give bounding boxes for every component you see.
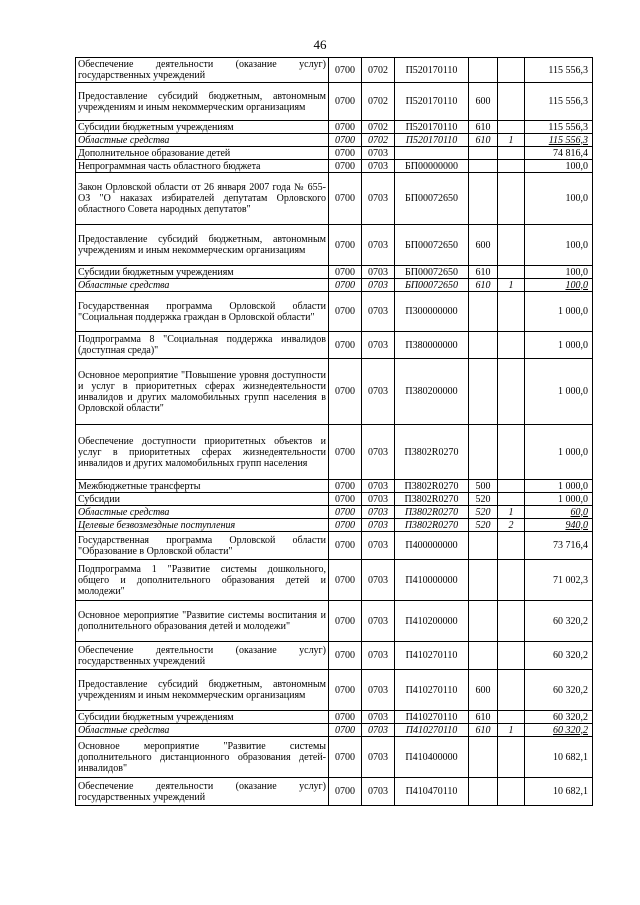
cell-amount: 115 556,3 — [525, 58, 593, 83]
cell-amount: 100,0 — [525, 266, 593, 279]
cell-expense-type — [469, 332, 498, 359]
cell-expense-type — [469, 173, 498, 225]
cell-name: Основное мероприятие "Повышение уровня доступности и услуг в приоритетных сферах жизнедеятельности инвалидов и других маломобильных групп населения в Орловской области" — [76, 359, 329, 425]
cell-subsection: 0703 — [362, 266, 395, 279]
cell-amount: 1 000,0 — [525, 425, 593, 480]
cell-expense-type — [469, 425, 498, 480]
cell-amount: 10 682,1 — [525, 737, 593, 778]
cell-amount: 100,0 — [525, 173, 593, 225]
cell-amount: 115 556,3 — [525, 134, 593, 147]
cell-subsection: 0703 — [362, 778, 395, 806]
cell-target-article: П410270110 — [395, 711, 469, 724]
cell-amount: 100,0 — [525, 160, 593, 173]
cell-name: Обеспечение деятельности (оказание услуг) государственных учреждений — [76, 58, 329, 83]
cell-subsection: 0703 — [362, 292, 395, 332]
cell-name: Обеспечение доступности приоритетных объектов и услуг в приоритетных сферах жизнедеятельности инвалидов и других маломобильных групп населения — [76, 425, 329, 480]
cell-target-article: П380000000 — [395, 332, 469, 359]
table-row — [76, 134, 593, 147]
cell-funding-source — [498, 58, 525, 83]
cell-section: 0700 — [329, 425, 362, 480]
cell-target-article: БП00072650 — [395, 173, 469, 225]
table-row — [76, 519, 593, 532]
cell-amount: 60,0 — [525, 506, 593, 519]
cell-funding-source — [498, 359, 525, 425]
cell-subsection: 0703 — [362, 532, 395, 560]
table-row — [76, 225, 593, 266]
cell-subsection: 0703 — [362, 601, 395, 642]
cell-section: 0700 — [329, 560, 362, 601]
cell-target-article: П520170110 — [395, 134, 469, 147]
cell-section: 0700 — [329, 506, 362, 519]
cell-expense-type — [469, 642, 498, 670]
cell-target-article: П410470110 — [395, 778, 469, 806]
table-row — [76, 532, 593, 560]
table-row — [76, 292, 593, 332]
cell-expense-type — [469, 778, 498, 806]
cell-funding-source: 1 — [498, 134, 525, 147]
cell-expense-type: 610 — [469, 279, 498, 292]
cell-funding-source — [498, 173, 525, 225]
table-row — [76, 147, 593, 160]
cell-amount: 1 000,0 — [525, 359, 593, 425]
cell-funding-source — [498, 83, 525, 121]
cell-target-article: П410400000 — [395, 737, 469, 778]
table-row — [76, 493, 593, 506]
cell-section: 0700 — [329, 225, 362, 266]
cell-name: Субсидии — [76, 493, 329, 506]
cell-section: 0700 — [329, 160, 362, 173]
cell-funding-source — [498, 332, 525, 359]
cell-subsection: 0703 — [362, 506, 395, 519]
cell-subsection: 0703 — [362, 737, 395, 778]
cell-funding-source — [498, 121, 525, 134]
cell-subsection: 0703 — [362, 147, 395, 160]
cell-section: 0700 — [329, 332, 362, 359]
cell-target-article: БП00072650 — [395, 225, 469, 266]
table-row — [76, 724, 593, 737]
cell-name: Государственная программа Орловской области "Образование в Орловской области" — [76, 532, 329, 560]
cell-section: 0700 — [329, 266, 362, 279]
cell-amount: 1 000,0 — [525, 493, 593, 506]
cell-name: Государственная программа Орловской области "Социальная поддержка граждан в Орловской области" — [76, 292, 329, 332]
table-row — [76, 425, 593, 480]
cell-subsection: 0703 — [362, 642, 395, 670]
cell-name: Основное мероприятие "Развитие системы дополнительного дистанционного образования детей-инвалидов" — [76, 737, 329, 778]
cell-section: 0700 — [329, 359, 362, 425]
cell-funding-source — [498, 425, 525, 480]
cell-target-article: П410270110 — [395, 642, 469, 670]
cell-funding-source — [498, 532, 525, 560]
cell-section: 0700 — [329, 58, 362, 83]
table-row — [76, 359, 593, 425]
cell-subsection: 0702 — [362, 121, 395, 134]
cell-name: Субсидии бюджетным учреждениям — [76, 711, 329, 724]
cell-section: 0700 — [329, 737, 362, 778]
cell-subsection: 0703 — [362, 332, 395, 359]
cell-section: 0700 — [329, 493, 362, 506]
cell-section: 0700 — [329, 711, 362, 724]
cell-section: 0700 — [329, 601, 362, 642]
cell-name: Субсидии бюджетным учреждениям — [76, 121, 329, 134]
cell-amount: 73 716,4 — [525, 532, 593, 560]
table-row — [76, 266, 593, 279]
cell-name: Подпрограмма 1 "Развитие системы дошкольного, общего и дополнительного образования детей и молодежи" — [76, 560, 329, 601]
table-row — [76, 506, 593, 519]
cell-funding-source — [498, 711, 525, 724]
cell-target-article: П410000000 — [395, 560, 469, 601]
cell-amount: 100,0 — [525, 225, 593, 266]
table-row — [76, 58, 593, 83]
table-row — [76, 642, 593, 670]
cell-section: 0700 — [329, 724, 362, 737]
cell-funding-source — [498, 601, 525, 642]
cell-amount: 940,0 — [525, 519, 593, 532]
cell-section: 0700 — [329, 292, 362, 332]
cell-expense-type: 520 — [469, 506, 498, 519]
cell-subsection: 0702 — [362, 134, 395, 147]
cell-expense-type — [469, 560, 498, 601]
cell-target-article: П3802R0270 — [395, 480, 469, 493]
cell-subsection: 0703 — [362, 493, 395, 506]
cell-section: 0700 — [329, 778, 362, 806]
table-row — [76, 480, 593, 493]
cell-name: Предоставление субсидий бюджетным, автономным учреждениям и иным некоммерческим организациям — [76, 670, 329, 711]
cell-target-article: П3802R0270 — [395, 519, 469, 532]
table-row — [76, 737, 593, 778]
budget-table — [75, 57, 593, 806]
cell-name: Предоставление субсидий бюджетным, автономным учреждениям и иным некоммерческим организациям — [76, 83, 329, 121]
cell-expense-type — [469, 160, 498, 173]
cell-subsection: 0703 — [362, 173, 395, 225]
cell-funding-source — [498, 160, 525, 173]
cell-amount: 115 556,3 — [525, 83, 593, 121]
cell-target-article: П3802R0270 — [395, 493, 469, 506]
cell-expense-type: 520 — [469, 519, 498, 532]
cell-amount: 60 320,2 — [525, 670, 593, 711]
table-row — [76, 601, 593, 642]
cell-amount: 115 556,3 — [525, 121, 593, 134]
cell-section: 0700 — [329, 173, 362, 225]
cell-funding-source — [498, 266, 525, 279]
cell-expense-type: 610 — [469, 134, 498, 147]
cell-expense-type: 500 — [469, 480, 498, 493]
cell-subsection: 0703 — [362, 519, 395, 532]
table-row — [76, 160, 593, 173]
cell-funding-source — [498, 225, 525, 266]
cell-expense-type — [469, 292, 498, 332]
cell-subsection: 0703 — [362, 359, 395, 425]
cell-target-article: П520170110 — [395, 121, 469, 134]
cell-name: Предоставление субсидий бюджетным, автономным учреждениям и иным некоммерческим организациям — [76, 225, 329, 266]
cell-target-article: П3802R0270 — [395, 506, 469, 519]
table-row — [76, 279, 593, 292]
cell-section: 0700 — [329, 480, 362, 493]
cell-section: 0700 — [329, 532, 362, 560]
cell-amount: 60 320,2 — [525, 642, 593, 670]
page-number: 46 — [313, 37, 327, 52]
cell-target-article: П520170110 — [395, 58, 469, 83]
table-row — [76, 332, 593, 359]
cell-expense-type — [469, 532, 498, 560]
cell-funding-source — [498, 493, 525, 506]
cell-subsection: 0702 — [362, 58, 395, 83]
cell-name: Обеспечение деятельности (оказание услуг) государственных учреждений — [76, 778, 329, 806]
cell-subsection: 0703 — [362, 724, 395, 737]
cell-name: Областные средства — [76, 279, 329, 292]
cell-subsection: 0703 — [362, 279, 395, 292]
cell-target-article — [395, 147, 469, 160]
cell-subsection: 0703 — [362, 480, 395, 493]
cell-amount: 1 000,0 — [525, 480, 593, 493]
cell-name: Целевые безвозмездные поступления — [76, 519, 329, 532]
cell-target-article: П410270110 — [395, 670, 469, 711]
cell-name: Подпрограмма 8 "Социальная поддержка инвалидов (доступная среда)" — [76, 332, 329, 359]
cell-amount: 60 320,2 — [525, 711, 593, 724]
cell-section: 0700 — [329, 121, 362, 134]
cell-name: Областные средства — [76, 506, 329, 519]
cell-amount: 71 002,3 — [525, 560, 593, 601]
cell-expense-type — [469, 58, 498, 83]
cell-name: Субсидии бюджетным учреждениям — [76, 266, 329, 279]
cell-name: Дополнительное образование детей — [76, 147, 329, 160]
cell-funding-source: 1 — [498, 506, 525, 519]
cell-name: Межбюджетные трансферты — [76, 480, 329, 493]
table-row — [76, 83, 593, 121]
table-row — [76, 121, 593, 134]
cell-subsection: 0703 — [362, 560, 395, 601]
table-row — [76, 670, 593, 711]
table-row — [76, 173, 593, 225]
cell-funding-source — [498, 292, 525, 332]
cell-section: 0700 — [329, 134, 362, 147]
cell-amount: 100,0 — [525, 279, 593, 292]
cell-funding-source — [498, 737, 525, 778]
cell-target-article: БП00072650 — [395, 279, 469, 292]
cell-amount: 60 320,2 — [525, 724, 593, 737]
table-row — [76, 778, 593, 806]
cell-expense-type — [469, 147, 498, 160]
cell-expense-type: 600 — [469, 83, 498, 121]
cell-section: 0700 — [329, 279, 362, 292]
cell-expense-type: 520 — [469, 493, 498, 506]
cell-funding-source — [498, 670, 525, 711]
cell-section: 0700 — [329, 83, 362, 121]
cell-funding-source — [498, 642, 525, 670]
cell-amount: 74 816,4 — [525, 147, 593, 160]
cell-expense-type — [469, 737, 498, 778]
cell-amount: 60 320,2 — [525, 601, 593, 642]
cell-target-article: БП00072650 — [395, 266, 469, 279]
cell-amount: 10 682,1 — [525, 778, 593, 806]
cell-name: Закон Орловской области от 26 января 2007 года № 655-ОЗ "О наказах избирателей депутатам Орловского областного Совета народных депутатов" — [76, 173, 329, 225]
cell-subsection: 0703 — [362, 711, 395, 724]
cell-funding-source: 1 — [498, 279, 525, 292]
cell-name: Основное мероприятие "Развитие системы воспитания и дополнительного образования детей и молодежи" — [76, 601, 329, 642]
cell-target-article: П400000000 — [395, 532, 469, 560]
cell-expense-type: 610 — [469, 724, 498, 737]
cell-expense-type — [469, 601, 498, 642]
cell-target-article: П520170110 — [395, 83, 469, 121]
cell-target-article: П410200000 — [395, 601, 469, 642]
cell-subsection: 0703 — [362, 225, 395, 266]
cell-target-article: БП00000000 — [395, 160, 469, 173]
cell-name: Областные средства — [76, 134, 329, 147]
cell-subsection: 0703 — [362, 670, 395, 711]
cell-funding-source: 1 — [498, 724, 525, 737]
cell-funding-source — [498, 778, 525, 806]
cell-subsection: 0702 — [362, 83, 395, 121]
cell-name: Областные средства — [76, 724, 329, 737]
cell-section: 0700 — [329, 670, 362, 711]
table-row — [76, 711, 593, 724]
cell-target-article: П380200000 — [395, 359, 469, 425]
cell-expense-type: 600 — [469, 225, 498, 266]
cell-target-article: П300000000 — [395, 292, 469, 332]
cell-funding-source: 2 — [498, 519, 525, 532]
table-row — [76, 560, 593, 601]
cell-funding-source — [498, 480, 525, 493]
cell-section: 0700 — [329, 519, 362, 532]
cell-name: Непрограммная часть областного бюджета — [76, 160, 329, 173]
cell-subsection: 0703 — [362, 160, 395, 173]
cell-funding-source — [498, 147, 525, 160]
cell-expense-type — [469, 359, 498, 425]
cell-section: 0700 — [329, 642, 362, 670]
table-body — [76, 58, 593, 806]
cell-expense-type: 610 — [469, 266, 498, 279]
cell-name: Обеспечение деятельности (оказание услуг) государственных учреждений — [76, 642, 329, 670]
cell-section: 0700 — [329, 147, 362, 160]
cell-subsection: 0703 — [362, 425, 395, 480]
cell-expense-type: 600 — [469, 670, 498, 711]
cell-amount: 1 000,0 — [525, 332, 593, 359]
cell-funding-source — [498, 560, 525, 601]
cell-target-article: П410270110 — [395, 724, 469, 737]
cell-expense-type: 610 — [469, 711, 498, 724]
cell-expense-type: 610 — [469, 121, 498, 134]
cell-target-article: П3802R0270 — [395, 425, 469, 480]
cell-amount: 1 000,0 — [525, 292, 593, 332]
